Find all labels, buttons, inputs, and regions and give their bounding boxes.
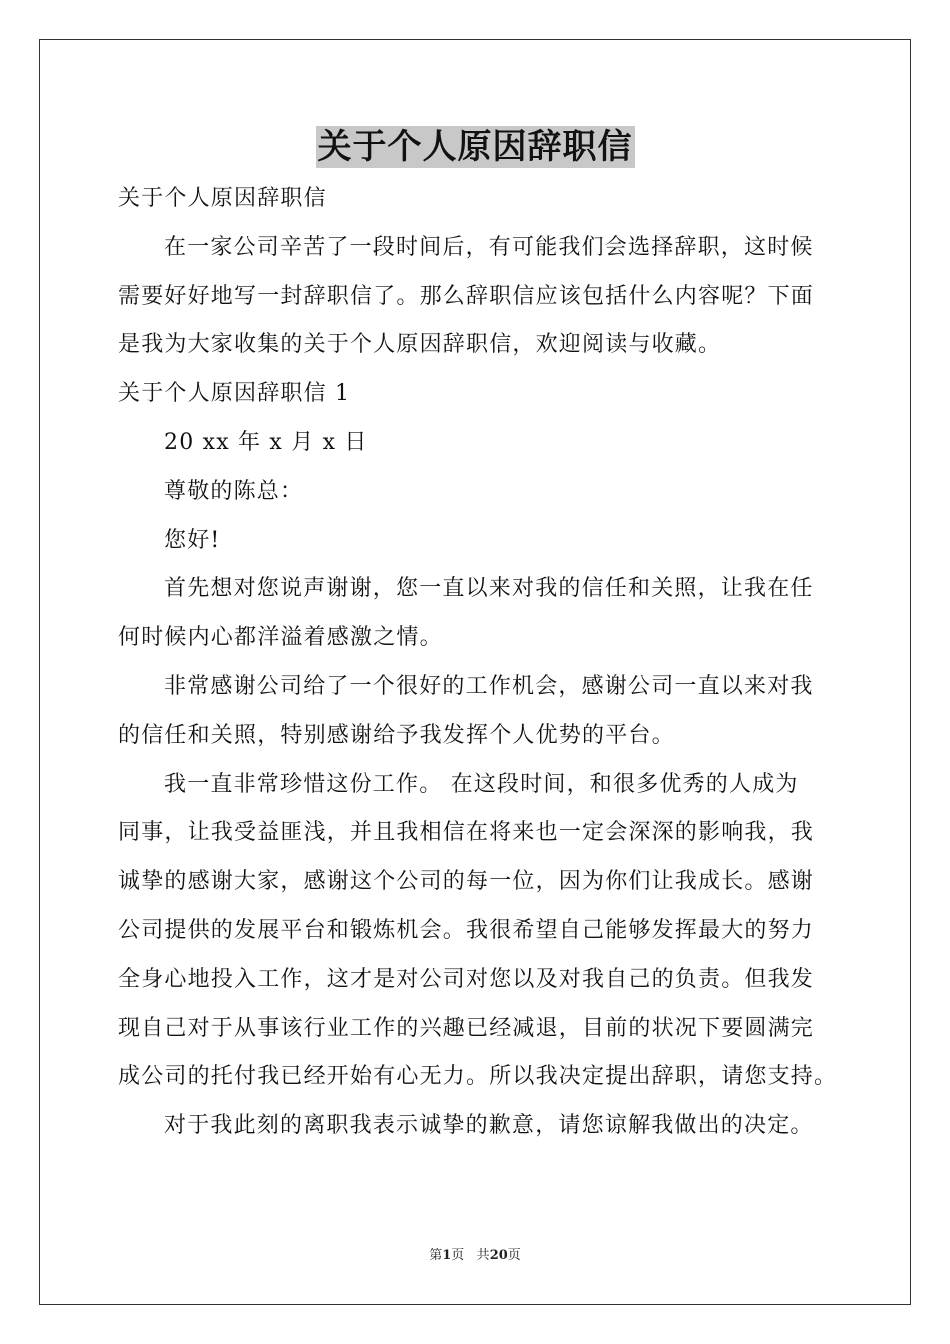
total-pages: 20	[489, 1248, 508, 1263]
paragraph-line: 关于个人原因辞职信 1	[118, 381, 351, 407]
title-block	[0, 126, 950, 168]
paragraph-line: 何时候内心都洋溢着感激之情。	[118, 625, 443, 651]
page-footer	[0, 1244, 950, 1263]
page-number: 1	[442, 1248, 452, 1263]
paragraph-line: 需要好好地写一封辞职信了。那么辞职信应该包括什么内容呢？下面	[118, 283, 815, 309]
paragraph-line: 我一直非常珍惜这份工作。 在这段时间，和很多优秀的人成为	[164, 771, 799, 797]
paragraph-line: 对于我此刻的离职我表示诚挚的歉意，请您谅解我做出的决定。	[164, 1113, 814, 1139]
paragraph-line: 诚挚的感谢大家，感谢这个公司的每一位，因为你们让我成长。感谢	[118, 869, 815, 895]
page-suffix: 页	[451, 1248, 465, 1263]
paragraph-line: 公司提供的发展平台和锻炼机会。我很希望自己能够发挥最大的努力	[118, 917, 815, 943]
document-body	[118, 178, 842, 1154]
paragraph-line: 非常感谢公司给了一个很好的工作机会，感谢公司一直以来对我	[164, 673, 814, 699]
paragraph-line: 现自己对于从事该行业工作的兴趣已经减退，目前的状况下要圆满完	[118, 1015, 815, 1041]
total-suffix: 页	[507, 1248, 521, 1263]
paragraph-line: 关于个人原因辞职信	[118, 186, 327, 211]
paragraph-line: 20 xx 年 x 月 x 日	[164, 429, 368, 455]
paragraph-line: 在一家公司辛苦了一段时间后，有可能我们会选择辞职，这时候	[164, 234, 814, 260]
page-prefix: 第	[429, 1248, 443, 1263]
paragraph-line: 首先想对您说声谢谢，您一直以来对我的信任和关照，让我在任	[164, 576, 814, 602]
paragraph-line: 您好!	[164, 527, 221, 553]
paragraph-line: 是我为大家收集的关于个人原因辞职信，欢迎阅读与收藏。	[118, 332, 722, 358]
total-prefix: 共	[476, 1248, 490, 1263]
paragraph-line: 成公司的托付我已经开始有心无力。所以我决定提出辞职，请您支持。	[118, 1064, 838, 1090]
paragraph-line: 同事，让我受益匪浅，并且我相信在将来也一定会深深的影响我，我	[118, 820, 815, 846]
paragraph-line: 全身心地投入工作，这才是对公司对您以及对我自己的负责。但我发	[118, 966, 815, 992]
paragraph-line: 尊敬的陈总：	[164, 478, 304, 504]
paragraph-line: 的信任和关照，特别感谢给予我发挥个人优势的平台。	[118, 722, 675, 748]
document-title: 关于个人原因辞职信	[317, 127, 633, 167]
